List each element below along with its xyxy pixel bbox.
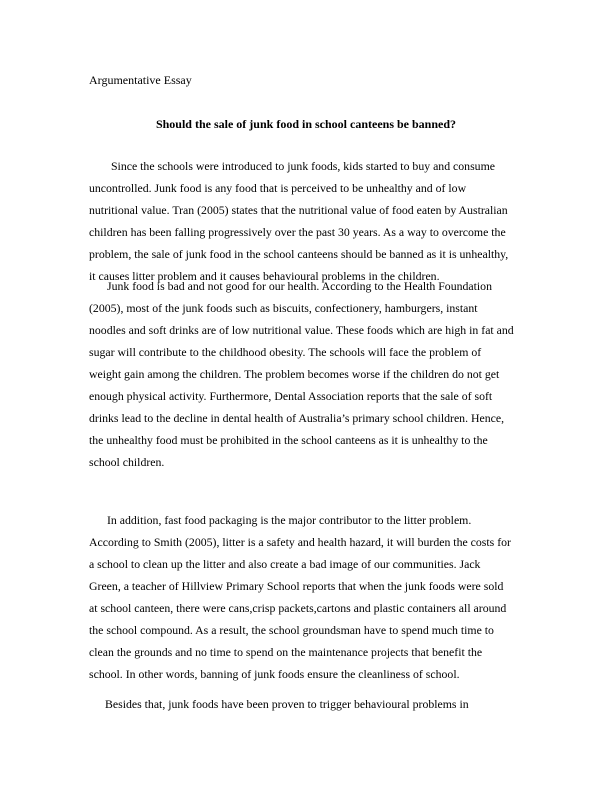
paragraph-line: Junk food is bad and not good for our health. According to the Health Foundation — [107, 279, 492, 293]
paragraph-line: noodles and soft drinks are of low nutritional value. These foods which are high in fat and — [89, 323, 514, 337]
paragraph-line: problem, the sale of junk food in the school canteens should be banned as it is unhealthy, — [89, 247, 509, 261]
paragraph-line: Since the schools were introduced to junk foods, kids started to buy and consume — [111, 159, 495, 173]
paragraph-line: it causes litter problem and it causes behavioural problems in the children. — [89, 269, 440, 283]
paragraph-line: Green, a teacher of Hillview Primary School reports that when the junk foods were sold — [89, 579, 504, 593]
paragraph-line: In addition, fast food packaging is the major contributor to the litter problem. — [107, 513, 472, 527]
paragraph-line: the unhealthy food must be prohibited in the school canteens as it is unhealthy to the — [89, 433, 488, 447]
paragraph-line: According to Smith (2005), litter is a safety and health hazard, it will burden the costs for — [89, 535, 511, 549]
paragraph-line: (2005), most of the junk foods such as biscuits, confectionery, hamburgers, instant — [89, 301, 478, 315]
paragraph-line: drinks lead to the decline in dental health of Australia’s primary school children. Hence, — [89, 411, 505, 425]
paragraph-line: the school compound. As a result, the school groundsman have to spend much time to — [89, 623, 494, 637]
paragraph-line: clean the grounds and no time to spend on the maintenance projects that benefit the — [89, 645, 483, 659]
paragraph-behaviour — [89, 693, 529, 715]
paragraph-line: nutritional value. Tran (2005) states that the nutritional value of food eaten by Australian — [89, 203, 508, 217]
paragraph-line: uncontrolled. Junk food is any food that is perceived to be unhealthy and of low — [89, 181, 467, 195]
paragraph-line: a school to clean up the litter and also create a bad image of our communities. Jack — [89, 557, 481, 571]
paragraph-line: children has been falling progressively over the past 30 years. As a way to overcome the — [89, 225, 506, 239]
paragraph-line: sugar will contribute to the childhood obesity. The schools will face the problem of — [89, 345, 482, 359]
paragraph-line: weight gain among the children. The problem becomes worse if the children do not get — [89, 367, 500, 381]
paragraph-litter — [89, 509, 529, 685]
paragraph-line: enough physical activity. Furthermore, Dental Association reports that the sale of soft — [89, 389, 493, 403]
paragraph-line: Besides that, junk foods have been proven to trigger behavioural problems in — [105, 697, 469, 711]
document-label: Argumentative Essay — [89, 73, 192, 87]
paragraph-health — [89, 275, 529, 473]
paragraph-intro — [89, 155, 529, 287]
essay-title: Should the sale of junk food in school canteens be banned? — [155, 117, 457, 131]
paragraph-line: at school canteen, there were cans,crisp packets,cartons and plastic containers all around — [89, 601, 507, 615]
paragraph-line: school. In other words, banning of junk foods ensure the cleanliness of school. — [89, 667, 460, 681]
paragraph-line: school children. — [89, 455, 165, 469]
